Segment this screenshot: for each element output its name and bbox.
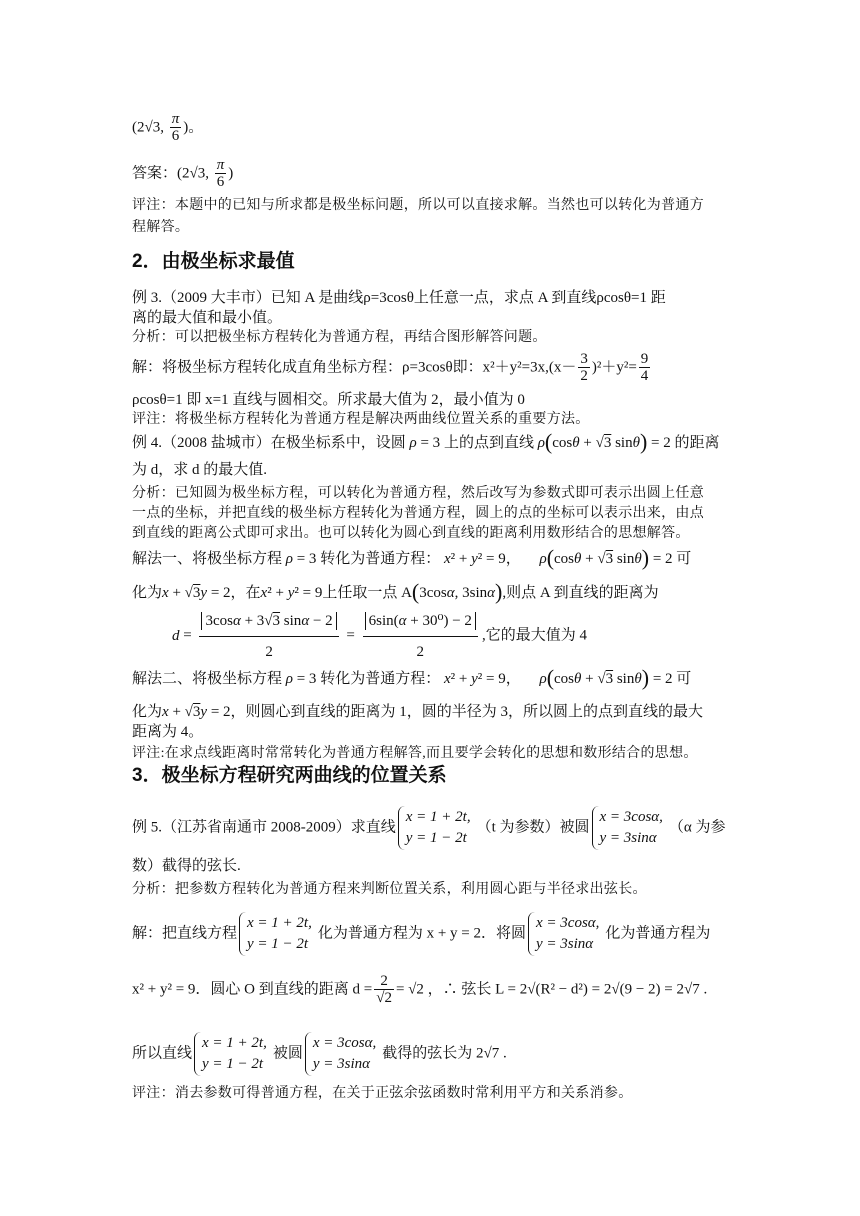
nine-quarters-fraction: $\frac{9}{4}$: [640, 351, 649, 384]
example5-solution-3: [132, 1032, 507, 1076]
distance-conclusion: ,它的最大值为 4: [481, 627, 587, 644]
example5-analysis: 分析：把参数方程转化为普通方程来判断位置关系，利用圆心距与半径求出弦长。: [132, 882, 647, 897]
m2-text-d: 化为: [132, 704, 163, 720]
m1-text-d: 化为: [132, 585, 163, 601]
section-heading-3: 3．极坐标方程研究两曲线的位置关系: [132, 765, 447, 786]
circle-param-system: x = 3cosα, y = 3sinα: [592, 806, 667, 850]
answer-line: 答案：(2√3, $\frac{\pi}{6}$ ): [132, 157, 234, 190]
ex5-text-c: （α 为参: [668, 819, 726, 836]
answer-expression-line: (2√3, $\frac{\pi}{6}$ )。: [132, 111, 204, 144]
answer-label: 答案：: [132, 165, 178, 182]
ex5-sol-b: 化为普通方程为 x + y = 2．将圆: [317, 925, 527, 942]
distance-fraction-1: $\frac{3\cos\alpha + 3√3 \sin\alpha - 2}{2}$: [199, 612, 338, 660]
example4-comment: 评注:在求点线距离时常常转化为普通方程解答,而且要学会转化的思想和数形结合的思想。: [132, 746, 698, 761]
pi-over-6-fraction: $\frac{\pi}{6}$: [171, 111, 180, 144]
example5-solution-2: [132, 974, 707, 1006]
example5-solution-1: [132, 912, 710, 956]
l01-text: 。: [188, 119, 204, 136]
ex5-sol-c: 化为普通方程为: [605, 925, 711, 942]
ex5-sol-h: 截得的弦长为 2√7 .: [382, 1045, 507, 1062]
example5-line-1: [132, 806, 726, 850]
m1-text-e: ，在: [230, 585, 261, 601]
distance-fraction-2: $\frac{\text{6sin(α + 30⁰) − 2}}{2}$: [363, 612, 478, 660]
example5-line-2: 数）截得的弦长.: [132, 858, 241, 874]
pi-over-6-fraction-2: $\frac{\pi}{6}$: [216, 157, 225, 190]
example3-comment: 评注：将极坐标方程转化为普通方程是解决两曲线位置关系的重要方法。: [132, 412, 590, 427]
method1-line-2: 化为x + √3y = 2，在x² + y² = 9上任取一点 A(3cosα, 3sinα),则点 A 到直线的距离为: [132, 579, 659, 604]
m1-text-b: 转化为普通方程：: [320, 551, 441, 567]
example3-analysis: 分析：可以把极坐标方程转化为普通方程，再结合图形解答问题。: [132, 330, 547, 345]
comment-line-2: 程解答。: [132, 220, 190, 235]
example3-line-1: 例 3.（2009 大丰市）已知 A 是曲线ρ=3cosθ上任意一点，求点 A 到直线ρcosθ=1 距: [132, 290, 666, 306]
method2-line-2: 化为x + √3y = 2，则圆心到直线的距离为 1，圆的半径为 3，所以圆上的点到直线的最大: [132, 704, 704, 720]
line-param-system: x = 1 + 2t, y = 1 − 2t: [398, 806, 475, 850]
example4-analysis-2: 一点的坐标，并把直线的极坐标方程转化为普通方程，圆上的点的坐标可以表示出来，由点: [132, 506, 704, 521]
ex5-text-a: 例 5.（江苏省南通市 2008-2009）求直线: [132, 819, 396, 836]
method1-line-1: 解法一、将极坐标方程 ρ = 3 转化为普通方程： x² + y² = 9， ρ(cosθ + √3 sinθ) = 2 可: [132, 545, 692, 570]
example4-analysis-1: 分析：已知圆为极坐标方程，可以转化为普通方程，然后改写为参数式即可表示出圆上任意: [132, 486, 704, 501]
example3-conclusion: ρcosθ=1 即 x=1 直线与圆相交。所求最大值为 2，最小值为 0: [132, 392, 525, 408]
circle-param-system-3: x = 3cosα, y = 3sinα: [305, 1032, 380, 1076]
line-param-system-3: x = 1 + 2t, y = 1 − 2t: [194, 1032, 271, 1076]
method2-line-3: 距离为 4。: [132, 724, 204, 740]
three-halves-fraction: $\frac{3}{2}$: [580, 351, 588, 384]
m2-text-c: 可: [676, 671, 692, 687]
section-heading-2: 2．由极坐标求最值: [132, 251, 295, 272]
example5-comment: 评注：消去参数可得普通方程，在关于正弦余弦函数时常利用平方和关系消参。: [132, 1086, 633, 1101]
ex5-sol-f: 所以直线: [132, 1045, 193, 1062]
distance-formula-line: d = $\frac{3\cos\alpha + 3√3 \sin\alpha - 2}{2}$ = $\frac{\text{6sin(α + 30⁰) − 2}}{2}$ ,它的最大值为 4: [172, 613, 587, 660]
two-over-root2-fraction: $\frac{2}{√2}$: [376, 973, 392, 1006]
ex4-text-c: 的距离: [674, 435, 720, 451]
example3-line-2: 离的最大值和最小值。: [132, 310, 283, 326]
ex5-sol-d: x² + y² = 9．圆心 O 到直线的距离 d =: [132, 981, 373, 998]
ex5-sol-g: 被圆: [272, 1045, 303, 1062]
m1-text-f: 上任取一点 A: [322, 585, 412, 601]
example4-line-1: 例 4.（2008 盐城市）在极坐标系中，设圆 ρ = 3 上的点到直线 ρ(cosθ + √3 sinθ) = 2 的距离: [132, 429, 720, 454]
m1-text-a: 解法一、将极坐标方程: [132, 551, 283, 567]
example4-line-2: 为 d，求 d 的最大值.: [132, 462, 268, 478]
ex4-text-a: 例 4.（2008 盐城市）在极坐标系中，设圆: [132, 435, 406, 451]
example3-solution-line: [132, 352, 652, 384]
solution-text-a: 解：将极坐标方程转化成直角坐标方程：ρ=3cosθ即：x²＋y²=3x,(x－: [132, 359, 577, 376]
comment-line-1: 评注：本题中的已知与所求都是极坐标问题，所以可以直接求解。当然也可以转化为普通方: [132, 198, 704, 213]
m1-text-c: 可: [676, 551, 692, 567]
ex5-sol-e: = √2 ，∴ 弦长 L = 2√(R² − d²) = 2√(9 − 2) = 2√7 .: [395, 981, 708, 998]
ex5-sol-a: 解：把直线方程: [132, 925, 238, 942]
m2-text-e: ，则圆心到直线的距离为 1，圆的半径为 3，所以圆上的点到直线的最大: [230, 704, 704, 720]
example4-analysis-3: 到直线的距离公式即可求出。也可以转化为圆心到直线的距离利用数形结合的思想解答。: [132, 526, 690, 541]
ex4-text-b: 上的点到直线: [443, 435, 534, 451]
m1-text-g: ,则点 A 到直线的距离为: [502, 585, 659, 601]
m2-text-b: 转化为普通方程：: [320, 671, 441, 687]
method2-line-1: 解法二、将极坐标方程 ρ = 3 转化为普通方程： x² + y² = 9， ρ(cosθ + √3 sinθ) = 2 可: [132, 665, 692, 690]
ex5-text-b: （t 为参数）被圆: [476, 819, 590, 836]
m2-text-a: 解法二、将极坐标方程: [132, 671, 283, 687]
line-param-system-2: x = 1 + 2t, y = 1 − 2t: [239, 912, 316, 956]
circle-param-system-2: x = 3cosα, y = 3sinα: [528, 912, 603, 956]
solution-text-b: )²＋y²=: [591, 359, 637, 376]
